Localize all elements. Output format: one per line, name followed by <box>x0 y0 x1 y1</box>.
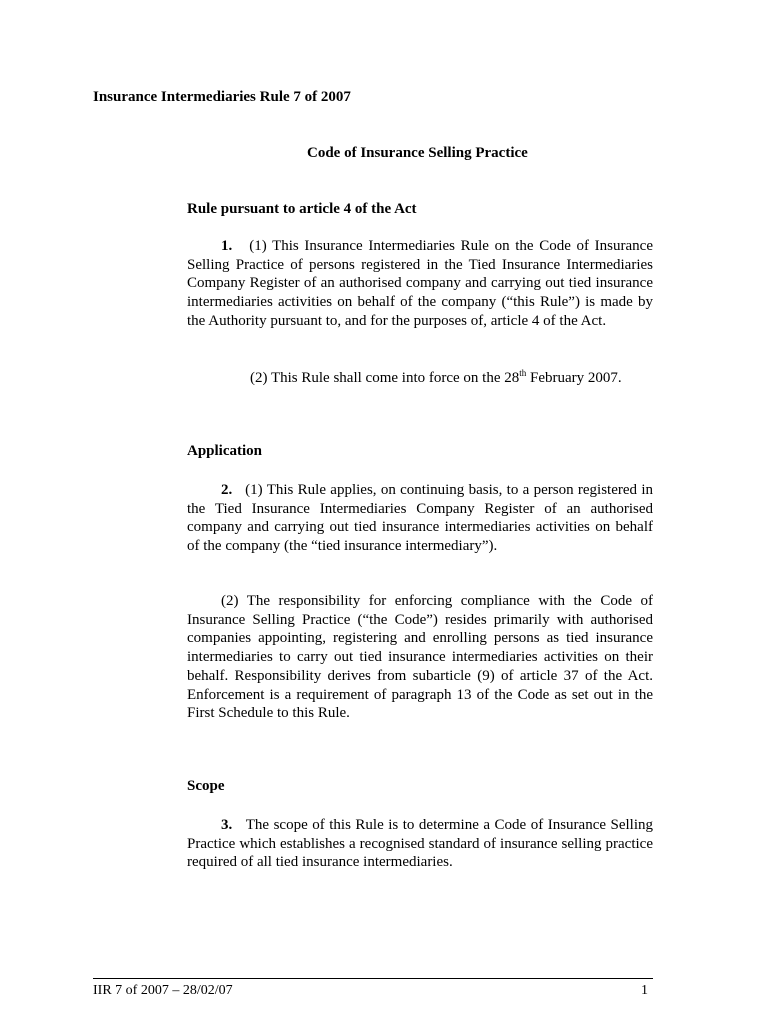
rule-2-paragraph-2 <box>187 592 653 723</box>
section-heading-rule-pursuant: Rule pursuant to article 4 of the Act <box>187 201 417 217</box>
rule-3-paragraph-1 <box>187 816 653 872</box>
document-title: Insurance Intermediaries Rule 7 of 2007 <box>93 89 351 105</box>
section-heading-scope: Scope <box>187 778 225 794</box>
paragraph-text: (2) The responsibility for enforcing compliance with the Code of Insurance Selling Practice (“the Code”) resides primarily with authorised companies appointing, registering and enrolling persons as tied insurance intermediaries to carry out tied insurance intermediaries activities on their behalf. Responsibility derives from subarticle (9) of article 37 of the Act. Enforcement is a requirement of paragraph 13 of the Code as set out in the First Schedule to this Rule. <box>187 593 653 722</box>
paragraph-text: (2) This Rule shall come into force on the 28 <box>250 370 520 386</box>
paragraph-text: The scope of this Rule is to determine a Code of Insurance Selling Practice which establishes a recognised standard of insurance selling practice required of all tied insurance intermediaries. <box>187 817 654 871</box>
superscript: th <box>519 368 527 378</box>
paragraph-text: (1) This Insurance Intermediaries Rule on the Code of Insurance Selling Practice of persons registered in the Tied Insurance Intermediaries Company Register of an authorised company and carrying out tied insurance intermediaries activities on behalf of the company (“this Rule”) is made by the Authority pursuant to, and for the purposes of, article 4 of the Act. <box>187 238 653 329</box>
paragraph-text-end: February 2007. <box>526 370 622 386</box>
paragraph-text: (1) This Rule applies, on continuing basis, to a person registered in the Tied Insurance Intermediaries Company Register of an authorised company and carrying out tied insurance intermediaries activities on behalf of the company (the “tied insurance intermediary”). <box>187 482 654 555</box>
rule-number: 2. <box>221 482 233 498</box>
footer-reference: IIR 7 of 2007 – 28/02/07 <box>93 983 233 998</box>
section-heading-application: Application <box>187 443 263 459</box>
rule-1-paragraph-2 <box>187 369 653 388</box>
document-subtitle: Code of Insurance Selling Practice <box>307 145 528 161</box>
footer-divider <box>93 978 653 979</box>
rule-2-paragraph-1 <box>187 481 653 556</box>
page-number: 1 <box>641 983 648 998</box>
rule-number: 3. <box>221 817 233 833</box>
rule-number: 1. <box>221 238 233 254</box>
rule-1-paragraph-1 <box>187 237 653 331</box>
